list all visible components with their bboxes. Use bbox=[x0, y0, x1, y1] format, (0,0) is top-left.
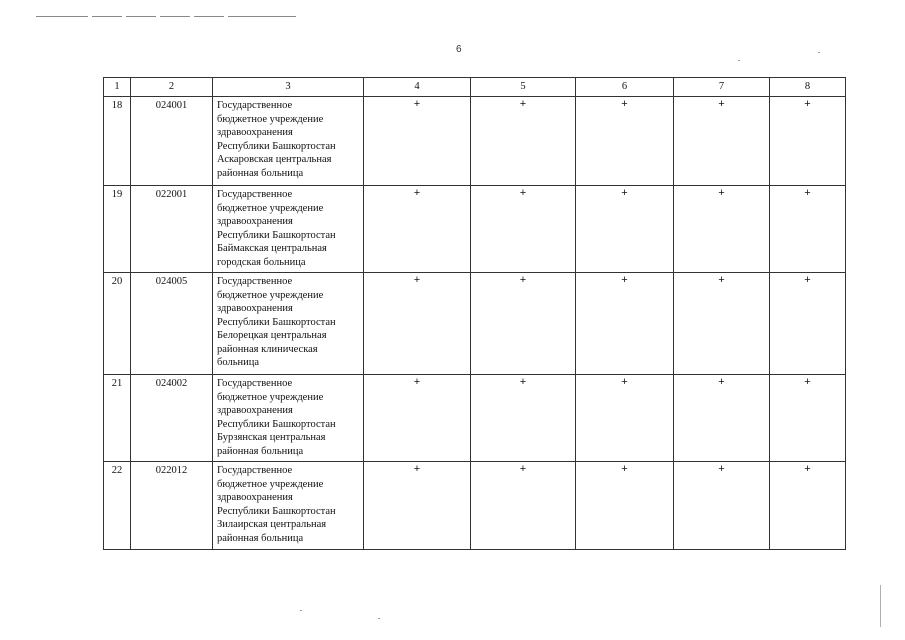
mark-cell: + bbox=[364, 273, 471, 375]
mark-cell: + bbox=[576, 462, 674, 550]
facility-name-line: городская больница bbox=[217, 256, 306, 268]
column-header: 5 bbox=[471, 78, 576, 97]
column-header: 7 bbox=[674, 78, 770, 97]
facility-name-line: Республики Башкортостан bbox=[217, 316, 336, 328]
facility-name-line: Государственное bbox=[217, 189, 293, 200]
facility-code: 022012 bbox=[131, 462, 213, 550]
mark-cell: + bbox=[576, 375, 674, 462]
facility-code: 022001 bbox=[131, 186, 213, 273]
table-header-row bbox=[104, 78, 846, 97]
facility-name-line: Государственное bbox=[217, 378, 293, 389]
scan-artifact-dash bbox=[228, 16, 296, 17]
facility-name-line: районная больница bbox=[217, 167, 304, 179]
mark-cell: + bbox=[471, 97, 576, 186]
column-header: 2 bbox=[131, 78, 213, 97]
mark-cell: + bbox=[674, 462, 770, 550]
column-header: 4 bbox=[364, 78, 471, 97]
facility-name-line: Государственное bbox=[217, 276, 293, 287]
scan-artifact-dash bbox=[126, 16, 156, 17]
facility-name bbox=[213, 186, 364, 273]
facility-name bbox=[213, 375, 364, 462]
row-number: 22 bbox=[104, 462, 131, 550]
table-row bbox=[104, 273, 846, 375]
table-row bbox=[104, 97, 846, 186]
mark-cell: + bbox=[770, 273, 846, 375]
scan-speck bbox=[300, 610, 302, 611]
scan-artifact-dash bbox=[194, 16, 224, 17]
facility-name-line: Государственное bbox=[217, 100, 293, 111]
scan-artifact-dash bbox=[160, 16, 190, 17]
mark-cell: + bbox=[674, 186, 770, 273]
facility-name-line: Республики Башкортостан bbox=[217, 505, 336, 517]
facility-name-line: бюджетное учреждение bbox=[217, 202, 324, 214]
table-row bbox=[104, 375, 846, 462]
page-number: 6 bbox=[456, 44, 462, 55]
facility-name-line: здравоохранения bbox=[217, 216, 293, 227]
mark-cell: + bbox=[770, 462, 846, 550]
mark-cell: + bbox=[770, 186, 846, 273]
mark-cell: + bbox=[770, 97, 846, 186]
facility-name-line: Бурзянская центральная bbox=[217, 432, 326, 443]
table-row bbox=[104, 462, 846, 550]
facility-name bbox=[213, 462, 364, 550]
facility-name-line: Государственное bbox=[217, 465, 293, 476]
facility-name-line: бюджетное учреждение bbox=[217, 113, 324, 125]
mark-cell: + bbox=[471, 462, 576, 550]
mark-cell: + bbox=[471, 273, 576, 375]
facility-name-line: бюджетное учреждение bbox=[217, 391, 324, 403]
facility-name-line: бюджетное учреждение bbox=[217, 289, 324, 301]
facility-name-line: районная клиническая bbox=[217, 343, 318, 355]
mark-cell: + bbox=[364, 97, 471, 186]
mark-cell: + bbox=[364, 462, 471, 550]
mark-cell: + bbox=[770, 375, 846, 462]
mark-cell: + bbox=[674, 375, 770, 462]
facility-name bbox=[213, 97, 364, 186]
facility-name-line: районная больница bbox=[217, 532, 304, 544]
facility-name-line: районная больница bbox=[217, 445, 304, 457]
mark-cell: + bbox=[674, 97, 770, 186]
column-header: 8 bbox=[770, 78, 846, 97]
mark-cell: + bbox=[674, 273, 770, 375]
facility-name-line: Республики Башкортостан bbox=[217, 140, 336, 152]
facility-name-line: больница bbox=[217, 357, 259, 368]
facility-name-line: здравоохранения bbox=[217, 303, 293, 314]
facility-name-line: Зилаирская центральная bbox=[217, 519, 327, 530]
table-row bbox=[104, 186, 846, 273]
facility-name-line: бюджетное учреждение bbox=[217, 478, 324, 490]
scan-speck bbox=[378, 618, 380, 619]
facility-name-line: Республики Башкортостан bbox=[217, 229, 336, 241]
scan-speck bbox=[818, 52, 820, 53]
facility-name-line: здравоохранения bbox=[217, 405, 293, 416]
scan-margin-line bbox=[880, 585, 881, 627]
mark-cell: + bbox=[364, 186, 471, 273]
mark-cell: + bbox=[576, 97, 674, 186]
facility-name-line: Баймакская центральная bbox=[217, 243, 327, 254]
scan-speck bbox=[738, 60, 740, 61]
scan-artifact-dash bbox=[92, 16, 122, 17]
facility-name-line: Аскаровская центральная bbox=[217, 154, 332, 165]
facility-name bbox=[213, 273, 364, 375]
scan-artifact-dash bbox=[36, 16, 88, 17]
row-number: 19 bbox=[104, 186, 131, 273]
column-header: 3 bbox=[213, 78, 364, 97]
row-number: 20 bbox=[104, 273, 131, 375]
facility-code: 024002 bbox=[131, 375, 213, 462]
facility-code: 024005 bbox=[131, 273, 213, 375]
mark-cell: + bbox=[364, 375, 471, 462]
facility-name-line: здравоохранения bbox=[217, 492, 293, 503]
column-header: 6 bbox=[576, 78, 674, 97]
facility-name-line: здравоохранения bbox=[217, 127, 293, 138]
row-number: 21 bbox=[104, 375, 131, 462]
facility-table bbox=[103, 77, 846, 550]
facility-code: 024001 bbox=[131, 97, 213, 186]
column-header: 1 bbox=[104, 78, 131, 97]
mark-cell: + bbox=[576, 186, 674, 273]
mark-cell: + bbox=[471, 375, 576, 462]
mark-cell: + bbox=[471, 186, 576, 273]
facility-name-line: Белорецкая центральная bbox=[217, 330, 327, 341]
row-number: 18 bbox=[104, 97, 131, 186]
mark-cell: + bbox=[576, 273, 674, 375]
facility-name-line: Республики Башкортостан bbox=[217, 418, 336, 430]
